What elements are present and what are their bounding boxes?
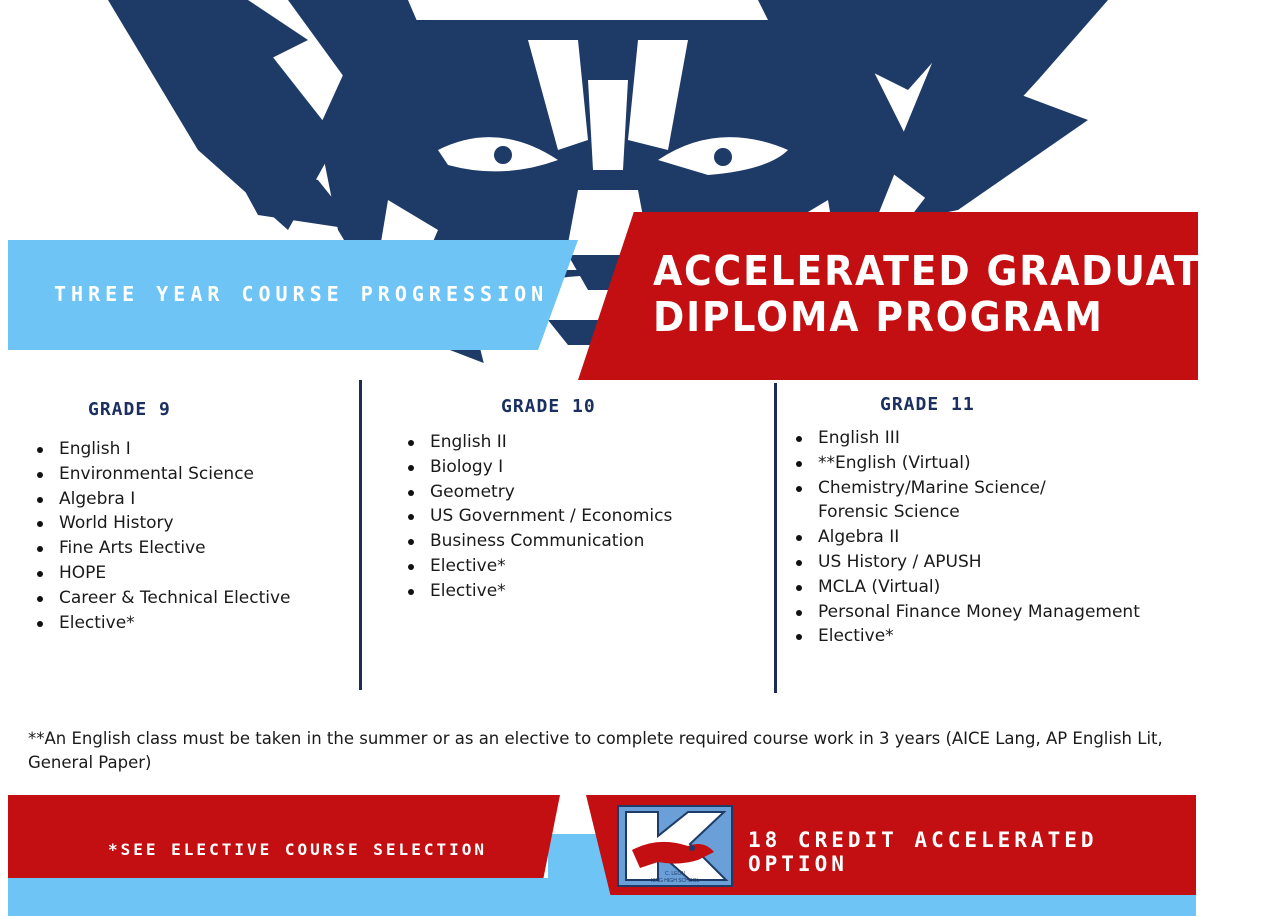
english-footnote: **An English class must be taken in the summer or as an elective to complete required course work in 3 years (AICE Lang, AP English Lit, General Paper) <box>28 729 1163 772</box>
flyer-page <box>8 0 1285 916</box>
logo-caption-line-1: C. LEON <box>664 871 686 877</box>
list-item: World History <box>35 511 291 536</box>
grade-9-course-list <box>35 437 291 635</box>
grade-11-course-list <box>794 426 1140 649</box>
list-item: Geometry <box>406 480 672 505</box>
list-item: Elective* <box>406 579 672 604</box>
list-item: English II <box>406 430 672 455</box>
list-item: **English (Virtual) <box>794 451 1140 476</box>
list-item: Elective* <box>35 611 291 636</box>
column-divider-1 <box>359 380 362 690</box>
logo-caption-line-2: KING HIGH SCHOOL <box>650 878 700 884</box>
subtitle-banner-text: THREE YEAR COURSE PROGRESSION <box>54 282 549 306</box>
list-item-continuation: Forensic Science <box>818 502 960 523</box>
list-item: US Government / Economics <box>406 504 672 529</box>
grade-10-course-list <box>406 430 672 604</box>
elective-selection-note: *SEE ELECTIVE COURSE SELECTION <box>108 840 487 859</box>
list-item: US History / APUSH <box>794 550 1140 575</box>
accelerated-option-label: 18 CREDIT ACCELERATED OPTION <box>748 828 1098 876</box>
list-item: Environmental Science <box>35 462 291 487</box>
title-line-2: DIPLOMA PROGRAM <box>653 293 1104 341</box>
title-line-1: ACCELERATED GRADUATION <box>653 247 1285 295</box>
grade-10-heading: GRADE 10 <box>501 396 596 417</box>
column-divider-2 <box>774 383 777 693</box>
list-item: HOPE <box>35 561 291 586</box>
footer-left-banner <box>8 795 560 878</box>
list-item: Personal Finance Money Management <box>794 600 1140 625</box>
list-item: Algebra I <box>35 487 291 512</box>
list-item: Fine Arts Elective <box>35 536 291 561</box>
list-item: Elective* <box>794 624 1140 649</box>
list-item: Algebra II <box>794 525 1140 550</box>
grade-11-heading: GRADE 11 <box>880 394 975 415</box>
school-logo-icon <box>618 806 732 886</box>
list-item: Career & Technical Elective <box>35 586 291 611</box>
list-item: Elective* <box>406 554 672 579</box>
list-item: Chemistry/Marine Science/ <box>794 476 1140 501</box>
list-item: Biology I <box>406 455 672 480</box>
page-title <box>653 248 1285 340</box>
list-item: English III <box>794 426 1140 451</box>
list-item: Business Communication <box>406 529 672 554</box>
list-item: MCLA (Virtual) <box>794 575 1140 600</box>
grade-9-heading: GRADE 9 <box>88 399 171 420</box>
list-item: English I <box>35 437 291 462</box>
